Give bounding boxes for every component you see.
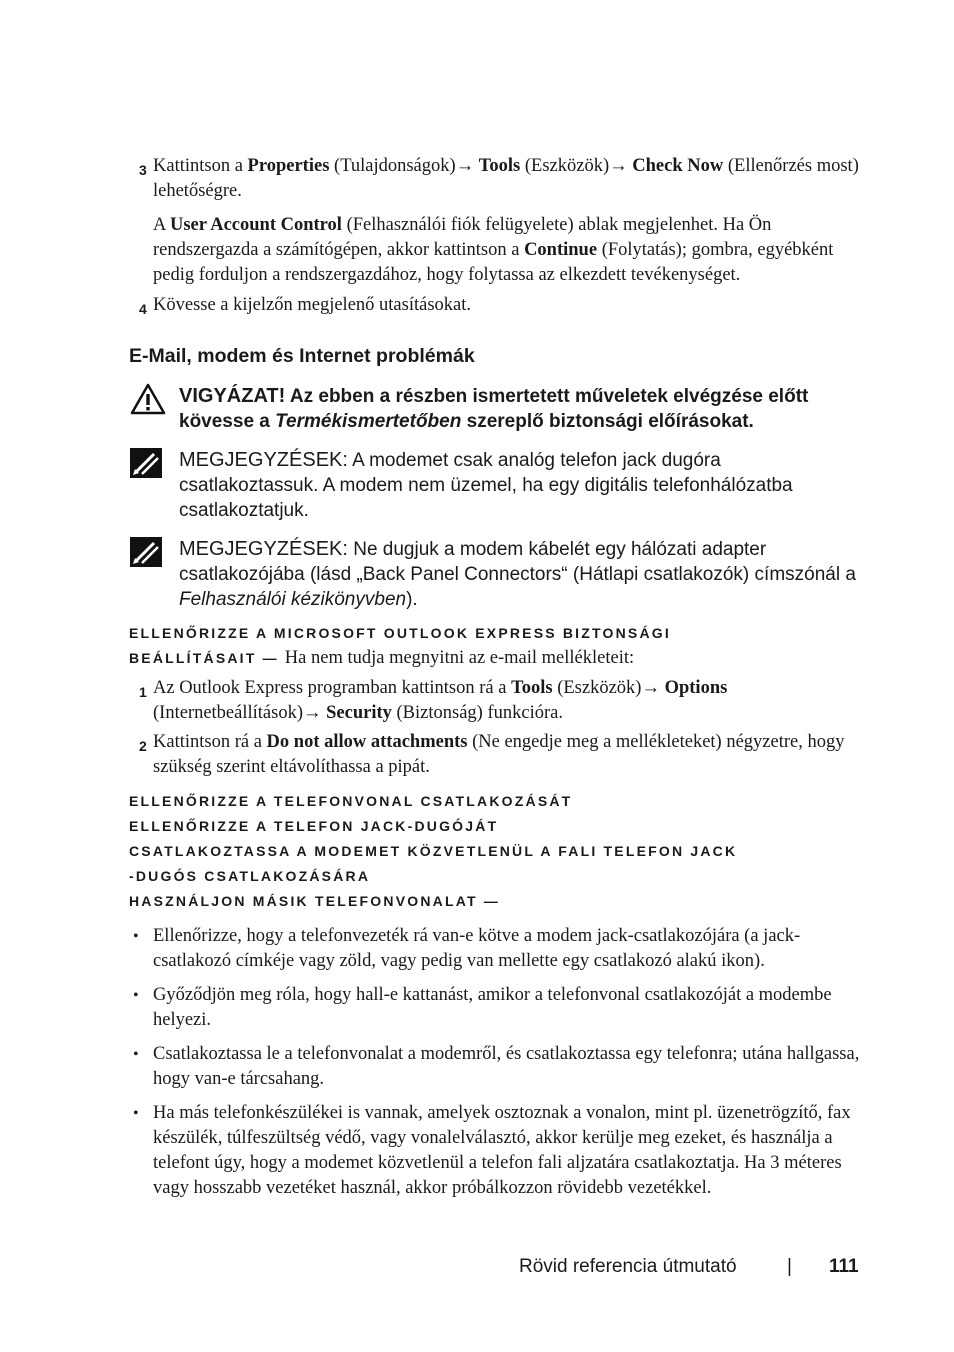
phone-heading-1: ELLENŐRIZZE A TELEFONVONAL CSATLAKOZÁSÁT	[129, 793, 573, 809]
step-text: Kattintson rá a Do not allow attachments (Ne engedje meg a mellékleteket) négyzetre, hogy szükség szerint eltávolíthassa a pipát.	[153, 732, 845, 777]
bullet-icon: •	[133, 987, 139, 1004]
page-number: 111	[829, 1256, 859, 1277]
list-item: • Győződjön meg róla, hogy hall-e kattanást, amikor a telefonvonal csatlakozóját a modembe helyezi.	[133, 985, 832, 1030]
step-text: Kövesse a kijelzőn megjelenő utasításokat.	[153, 295, 472, 315]
bullet-icon: •	[133, 1105, 139, 1122]
step-4	[139, 293, 859, 318]
step-number: 1	[139, 684, 147, 700]
footer-separator: |	[787, 1256, 792, 1277]
footer-title: Rövid referencia útmutató	[519, 1256, 737, 1277]
step-number: 2	[139, 738, 147, 754]
list-item: • Csatlakoztassa le a telefonvonalat a modemről, és csatlakoztassa egy telefonra; utána hallgassa, hogy van-e tárcsahang.	[133, 1044, 860, 1089]
phone-heading-3: CSATLAKOZTASSA A MODEMET KÖZVETLENÜL A FALI TELEFON JACK	[129, 843, 738, 859]
step-number: 3	[139, 162, 147, 178]
uac-paragraph: A User Account Control (Felhasználói fiók felügyelete) ablak megjelenhet. Ha Ön rendszergazda a számítógépen, akkor kattintson a Continue (Folytatás); gombra, egyébként pedig forduljon a rendszergazdához, hogy folytassa az elkezdett tevékenységet.	[153, 215, 834, 285]
note-icon	[130, 448, 162, 478]
note-1-text: MEGJEGYZÉSEK: A modemet csak analóg telefon jack dugóra csatlakoztassuk. A modem nem üzemel, ha egy digitális telefonhálózatba csatlakoztatjuk.	[179, 449, 793, 521]
step-text: Az Outlook Express programban kattintson rá a Tools (Eszközök)→ Options (Internetbeállítások)→ Security (Biztonság) funkcióra.	[153, 678, 728, 723]
phone-heading-5: HASZNÁLJON MÁSIK TELEFONVONALAT —	[129, 893, 501, 909]
outlook-heading-line-2: BEÁLLÍTÁSAIT — Ha nem tudja megnyitni az e-mail mellékleteit:	[129, 648, 635, 668]
bullet-icon: •	[133, 928, 139, 945]
bullet-icon: •	[133, 1046, 139, 1063]
outlook-heading-line-1: ELLENŐRIZZE A MICROSOFT OUTLOOK EXPRESS BIZTONSÁGI	[129, 625, 671, 641]
phone-heading-2: ELLENŐRIZZE A TELEFON JACK-DUGÓJÁT	[129, 818, 499, 834]
outlook-step-2	[139, 730, 859, 780]
warning-icon	[130, 383, 166, 415]
step-number: 4	[139, 301, 147, 317]
phone-heading-4: -DUGÓS CSATLAKOZÁSÁRA	[129, 868, 371, 884]
list-item: • Ha más telefonkészülékei is vannak, amelyek osztoznak a vonalon, mint pl. üzenetrögzítő, fax készülék, túlfeszültség védő, vagy vonalelválasztó, akkor kerülje meg ezeket, és használja a telefont úgy, hogy a modemet közvetlenül a telefon fali aljzatára csatlakoztatja. Ha 3 méteres vagy hosszabb vezetéket használ, akkor próbálkozzon rövidebb vezetékkel.	[133, 1103, 851, 1198]
list-item: • Ellenőrizze, hogy a telefonvezeték rá van-e kötve a modem jack-csatlakozójára (a jack-csatlakozó címkéje vagy zöld, vagy pedig van mellette egy csatlakozó alakú ikon).	[133, 926, 801, 971]
note-2-text: MEGJEGYZÉSEK: Ne dugjuk a modem kábelét egy hálózati adapter csatlakozójába (lásd „Back Panel Connectors“ (Hátlapi csatlakozók) címszónál a Felhasználói kézikönyvben).	[179, 538, 856, 610]
section-title: E-Mail, modem és Internet problémák	[129, 345, 475, 367]
step-3	[139, 154, 859, 204]
step-text: Kattintson a Properties (Tulajdonságok)→ Tools (Eszközök)→ Check Now (Ellenőrzés most) lehetőségre.	[153, 156, 859, 201]
note-icon	[130, 537, 162, 567]
warning-text: VIGYÁZAT! Az ebben a részben ismertetett műveletek elvégzése előtt kövesse a Termékismertetőben szereplő biztonsági előírásokat.	[179, 385, 809, 432]
outlook-step-1	[139, 676, 859, 726]
